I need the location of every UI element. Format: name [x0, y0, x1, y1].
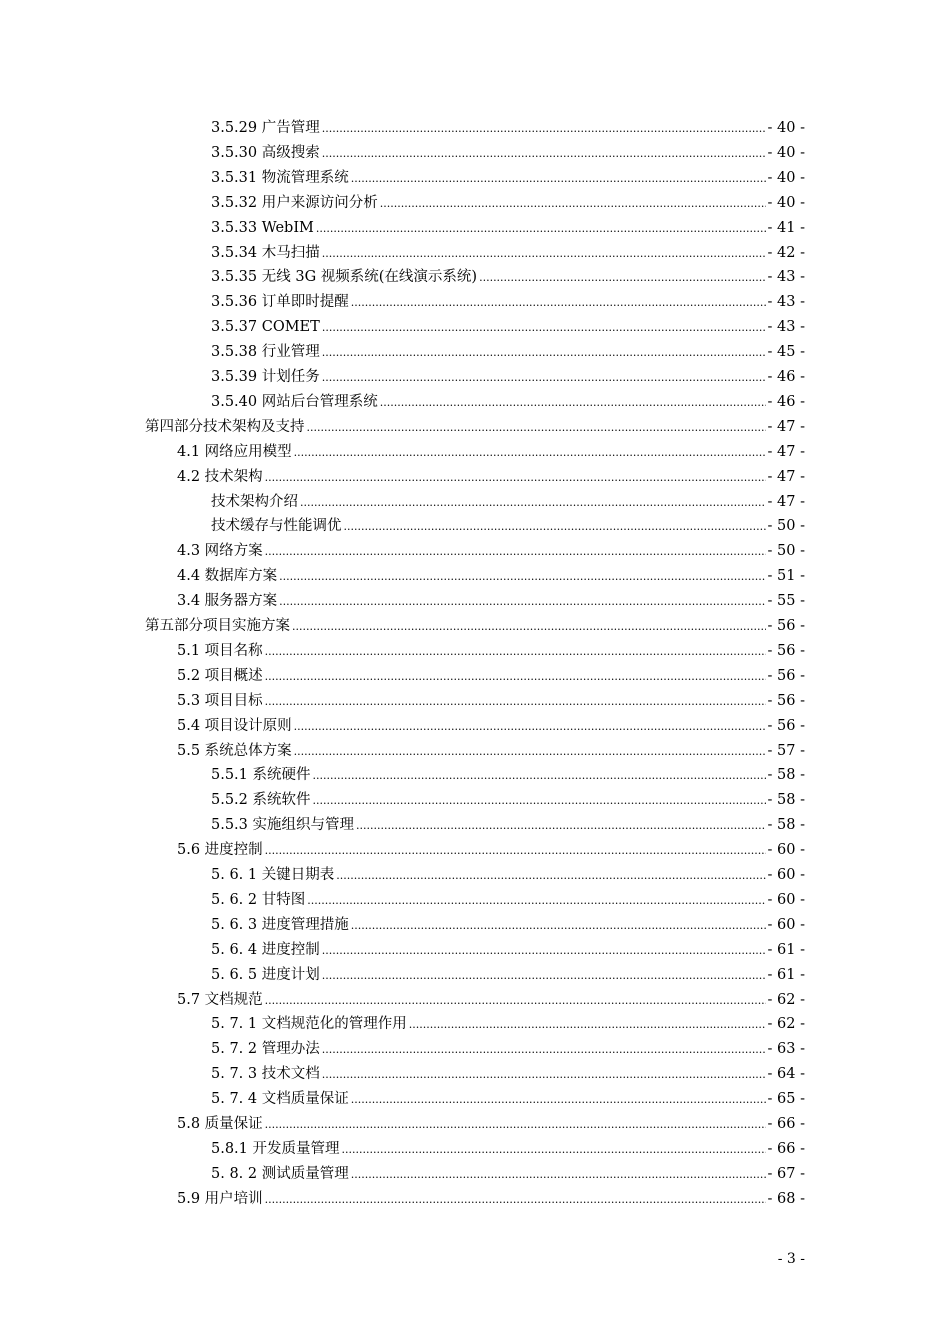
toc-dot-leader	[294, 440, 766, 465]
toc-entry-page: - 47 -	[767, 493, 805, 510]
toc-dot-leader	[265, 689, 766, 714]
toc-entry-page: - 66 -	[767, 1116, 805, 1132]
toc-entry-page: - 62 -	[767, 1016, 805, 1033]
toc-entry-page: - 43 -	[767, 269, 805, 286]
toc-entry-title: 5. 7. 1 文档规范化的管理作用	[211, 1016, 407, 1033]
toc-entry-title: 5. 7. 3 技术文档	[211, 1066, 320, 1083]
toc-dot-leader	[265, 539, 766, 564]
toc-entry-title: 5.5.3 实施组织与管理	[211, 817, 355, 834]
toc-dot-leader	[265, 1112, 766, 1137]
toc-entry[interactable]	[177, 838, 805, 863]
toc-entry[interactable]	[211, 1087, 805, 1112]
toc-entry-page: - 50 -	[767, 543, 805, 560]
toc-entry[interactable]	[177, 639, 805, 664]
toc-dot-leader	[322, 340, 766, 365]
toc-dot-leader	[322, 1062, 766, 1087]
toc-entry-page: - 46 -	[767, 393, 805, 410]
toc-entry-title: 3.5.33 WebIM	[211, 219, 314, 236]
toc-entry-title: 4.1 网络应用模型	[177, 443, 292, 460]
toc-entry-page: - 40 -	[767, 120, 805, 136]
toc-dot-leader	[351, 166, 766, 191]
toc-dot-leader	[351, 913, 766, 938]
toc-entry[interactable]	[211, 166, 805, 191]
toc-dot-leader	[380, 191, 766, 216]
toc-entry[interactable]	[177, 465, 805, 490]
toc-entry-title: 5.5.2 系统软件	[211, 792, 311, 809]
toc-dot-leader	[316, 216, 766, 241]
toc-dot-leader	[322, 1037, 766, 1062]
toc-entry-title: 3.5.29 广告管理	[211, 120, 320, 136]
page-number: - 3 -	[777, 1251, 805, 1267]
toc-entry-title: 5. 7. 4 文档质量保证	[211, 1091, 349, 1108]
toc-entry[interactable]	[177, 988, 805, 1013]
toc-dot-leader	[307, 888, 765, 913]
toc-entry-page: - 56 -	[767, 642, 805, 659]
toc-dot-leader	[313, 763, 766, 788]
toc-dot-leader	[351, 1162, 766, 1187]
toc-entry-page: - 45 -	[767, 344, 805, 361]
toc-entry[interactable]	[177, 1112, 805, 1137]
toc-entry[interactable]	[211, 216, 805, 241]
toc-entry[interactable]	[211, 116, 805, 141]
toc-entry[interactable]	[211, 265, 805, 290]
toc-entry[interactable]	[177, 664, 805, 689]
toc-dot-leader	[279, 564, 765, 589]
toc-entry-page: - 62 -	[767, 991, 805, 1008]
toc-dot-leader	[307, 415, 766, 440]
toc-entry-title: 3.5.36 订单即时提醒	[211, 294, 349, 311]
toc-entry-title: 3.5.37 COMET	[211, 319, 320, 336]
toc-entry-title: 5.4 项目设计原则	[177, 717, 292, 734]
toc-entry-page: - 40 -	[767, 194, 805, 211]
toc-entry-page: - 61 -	[767, 966, 805, 983]
toc-dot-leader	[322, 141, 766, 166]
toc-dot-leader	[356, 813, 766, 838]
toc-dot-leader	[300, 490, 766, 515]
toc-dot-leader	[351, 290, 766, 315]
toc-entry[interactable]	[211, 191, 805, 216]
toc-dot-leader	[322, 241, 766, 266]
toc-dot-leader	[265, 1187, 766, 1212]
toc-entry[interactable]	[211, 1012, 805, 1037]
toc-entry[interactable]	[177, 739, 805, 764]
toc-entry[interactable]	[177, 1187, 805, 1212]
toc-dot-leader	[294, 714, 766, 739]
toc-entry-title: 5.6 进度控制	[177, 842, 263, 859]
toc-entry-page: - 56 -	[767, 692, 805, 709]
toc-entry[interactable]	[145, 415, 805, 440]
toc-entry[interactable]	[211, 788, 805, 813]
toc-dot-leader	[409, 1012, 766, 1037]
toc-entry-page: - 58 -	[767, 767, 805, 784]
toc-entry[interactable]	[145, 614, 805, 639]
toc-entry-page: - 60 -	[767, 916, 805, 933]
toc-dot-leader	[265, 465, 766, 490]
toc-entry-title: 技术缓存与性能调优	[211, 518, 342, 535]
toc-entry-title: 3.5.35 无线 3G 视频系统(在线演示系统)	[211, 269, 478, 286]
toc-entry[interactable]	[211, 938, 805, 963]
toc-entry-page: - 50 -	[767, 518, 805, 535]
toc-entry-page: - 57 -	[767, 742, 805, 759]
toc-entry[interactable]	[177, 440, 805, 465]
toc-entry-title: 3.5.40 网站后台管理系统	[211, 393, 378, 410]
toc-entry-title: 5.1 项目名称	[177, 642, 263, 659]
toc-entry-page: - 63 -	[767, 1041, 805, 1058]
toc-entry-title: 5. 7. 2 管理办法	[211, 1041, 320, 1058]
toc-entry-title: 3.5.34 木马扫描	[211, 244, 320, 261]
toc-entry-title: 5.8.1 开发质量管理	[211, 1140, 340, 1157]
toc-entry-page: - 56 -	[767, 667, 805, 684]
toc-entry-title: 5.8 质量保证	[177, 1116, 263, 1132]
toc-entry[interactable]	[211, 340, 805, 365]
toc-entry[interactable]	[211, 1062, 805, 1087]
toc-entry[interactable]	[177, 539, 805, 564]
toc-entry-title: 5. 6. 4 进度控制	[211, 941, 320, 958]
toc-entry-page: - 61 -	[767, 941, 805, 958]
toc-dot-leader	[351, 1087, 766, 1112]
toc-entry-title: 3.5.32 用户来源访问分析	[211, 194, 378, 211]
toc-entry[interactable]	[211, 290, 805, 315]
toc-entry-page: - 56 -	[767, 717, 805, 734]
toc-entry-page: - 43 -	[767, 319, 805, 336]
toc-entry-title: 5.2 项目概述	[177, 667, 263, 684]
toc-entry[interactable]	[211, 514, 805, 539]
toc-entry-title: 第五部分项目实施方案	[145, 618, 290, 634]
toc-entry-title: 5. 6. 3 进度管理措施	[211, 916, 349, 933]
toc-dot-leader	[336, 863, 765, 888]
toc-dot-leader	[344, 514, 766, 539]
toc-entry-title: 3.5.39 计划任务	[211, 369, 320, 385]
toc-entry-title: 5.9 用户培训	[177, 1190, 263, 1207]
toc-entry-page: - 51 -	[767, 568, 805, 585]
toc-dot-leader	[380, 390, 766, 415]
toc-entry[interactable]	[211, 1037, 805, 1062]
toc-entry-title: 5. 8. 2 测试质量管理	[211, 1165, 349, 1182]
toc-entry-page: - 41 -	[767, 219, 805, 236]
toc-dot-leader	[265, 664, 766, 689]
toc-entry[interactable]	[211, 863, 805, 888]
toc-entry-title: 5.7 文档规范	[177, 991, 263, 1008]
toc-entry[interactable]	[211, 1137, 805, 1162]
toc-entry-page: - 60 -	[767, 891, 805, 908]
toc-entry-title: 技术架构介绍	[211, 493, 298, 510]
toc-entry-page: - 46 -	[767, 369, 805, 385]
toc-dot-leader	[279, 589, 765, 614]
toc-entry-page: - 60 -	[767, 842, 805, 859]
toc-entry[interactable]	[211, 888, 805, 913]
toc-dot-leader	[322, 938, 766, 963]
toc-entry-title: 第四部分技术架构及支持	[145, 418, 305, 435]
toc-entry-title: 3.5.31 物流管理系统	[211, 169, 349, 186]
toc-dot-leader	[292, 614, 766, 639]
toc-entry-page: - 47 -	[767, 468, 805, 485]
toc-entry-page: - 67 -	[767, 1165, 805, 1182]
toc-entry-page: - 58 -	[767, 817, 805, 834]
toc-entry-page: - 68 -	[767, 1190, 805, 1207]
toc-entry-page: - 64 -	[767, 1066, 805, 1083]
toc-dot-leader	[313, 788, 766, 813]
toc-entry[interactable]	[211, 141, 805, 166]
toc-dot-leader	[322, 116, 766, 141]
toc-entry[interactable]	[211, 763, 805, 788]
toc-entry-page: - 58 -	[767, 792, 805, 809]
toc-entry-title: 4.4 数据库方案	[177, 568, 278, 585]
toc-entry-page: - 66 -	[767, 1140, 805, 1157]
toc-entry-title: 5.5 系统总体方案	[177, 742, 292, 759]
toc-entry-page: - 56 -	[767, 618, 805, 634]
toc-entry-page: - 47 -	[767, 443, 805, 460]
toc-entry[interactable]	[177, 589, 805, 614]
toc-entry[interactable]	[211, 963, 805, 988]
toc-entry[interactable]	[211, 1162, 805, 1187]
toc-dot-leader	[479, 265, 765, 290]
toc-entry-page: - 60 -	[767, 867, 805, 883]
toc-entry-title: 5.3 项目目标	[177, 692, 263, 709]
toc-entry[interactable]	[211, 390, 805, 415]
toc-entry-page: - 65 -	[767, 1091, 805, 1108]
toc-entry[interactable]	[211, 813, 805, 838]
toc-dot-leader	[322, 365, 766, 390]
toc-dot-leader	[265, 838, 766, 863]
toc-entry-title: 4.2 技术架构	[177, 468, 263, 485]
toc-entry-page: - 55 -	[767, 593, 805, 610]
toc-dot-leader	[322, 963, 766, 988]
toc-dot-leader	[294, 739, 766, 764]
toc-entry-title: 5. 6. 5 进度计划	[211, 966, 320, 983]
toc-entry-page: - 40 -	[767, 169, 805, 186]
toc-entry[interactable]	[211, 913, 805, 938]
toc-entry[interactable]	[177, 689, 805, 714]
toc-entry-title: 5.5.1 系统硬件	[211, 767, 311, 784]
toc-dot-leader	[342, 1137, 766, 1162]
toc-entry[interactable]	[177, 714, 805, 739]
toc-entry-title: 5. 6. 1 关键日期表	[211, 867, 335, 883]
toc-entry-page: - 42 -	[767, 244, 805, 261]
toc-entry-title: 3.5.30 高级搜索	[211, 144, 320, 161]
toc-dot-leader	[322, 315, 766, 340]
toc-entry[interactable]	[211, 241, 805, 266]
toc-entry-page: - 43 -	[767, 294, 805, 311]
toc-entry-title: 3.5.38 行业管理	[211, 344, 320, 361]
toc-dot-leader	[265, 988, 766, 1013]
toc-entry-page: - 47 -	[767, 418, 805, 435]
toc-entry[interactable]	[177, 564, 805, 589]
toc-entry[interactable]	[211, 315, 805, 340]
toc-entry[interactable]	[211, 490, 805, 515]
toc-dot-leader	[265, 639, 766, 664]
toc-entry[interactable]	[211, 365, 805, 390]
toc-entry-title: 4.3 网络方案	[177, 543, 263, 560]
toc-entry-title: 3.4 服务器方案	[177, 593, 278, 610]
toc-entry-title: 5. 6. 2 甘特图	[211, 891, 306, 908]
toc-entry-page: - 40 -	[767, 144, 805, 161]
